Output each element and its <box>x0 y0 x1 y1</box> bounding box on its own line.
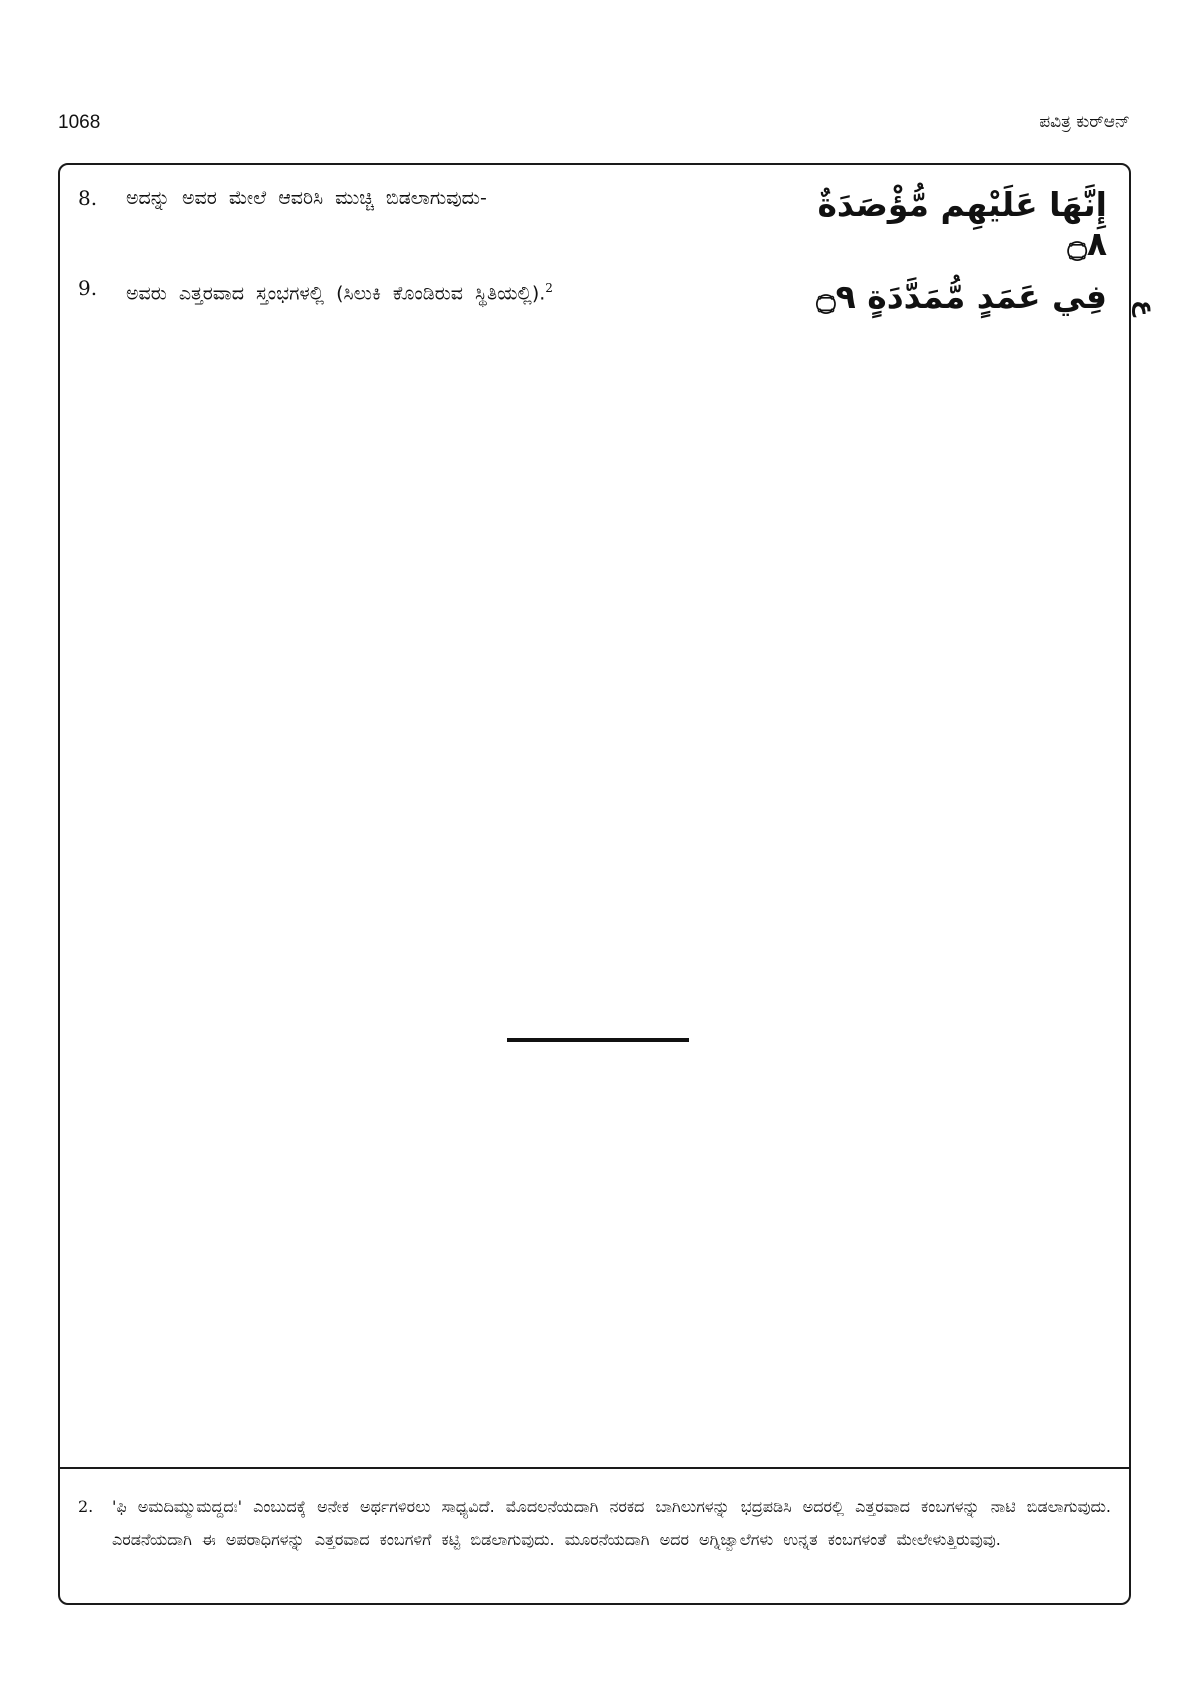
content-frame <box>58 163 1131 1605</box>
footnote-divider <box>60 1467 1129 1469</box>
verse-translation <box>126 270 758 311</box>
footnote-text: 'ಫಿ ಅಮದಿಮ್ಮುಮದ್ದದಃ' ಎಂಬುದಕ್ಕೆ ಅನೇಕ ಅರ್ಥಗಳಿರಲು ಸಾಧ್ಯವಿದೆ. ಮೊದಲನೆಯದಾಗಿ ನರಕದ ಬಾಗಿಲುಗಳನ್ನು ಭದ್ರಪಡಿಸಿ ಅದರಲ್ಲಿ ಎತ್ತರವಾದ ಕಂಬಗಳನ್ನು ನಾಟಿ ಬಿಡಲಾಗುವುದು. ಎರಡನೆಯದಾಗಿ ಈ ಅಪರಾಧಿಗಳನ್ನು ಎತ್ತರವಾದ ಕಂಬಗಳಿಗೆ ಕಟ್ಟಿ ಬಿಡಲಾಗುವುದು. ಮೂರನೆಯದಾಗಿ ಅದರ ಅಗ್ನಿಜ್ವಾಲೆಗಳು ಉನ್ನತ ಕಂಬಗಳಂತೆ ಮೇಲೇಳುತ್ತಿರುವುವು. <box>112 1497 1111 1549</box>
page-number: 1068 <box>58 112 101 133</box>
footnote <box>78 1490 1111 1556</box>
running-title: ಪವಿತ್ರ ಕುರ್‌ಆನ್ <box>1039 112 1130 132</box>
footnote-ref: 2 <box>545 281 553 295</box>
verse-8 <box>78 180 758 216</box>
ruku-marker: ع <box>1132 300 1160 317</box>
footnote-number: 2. <box>78 1497 94 1516</box>
arabic-verse-8: إِنَّهَا عَلَيْهِم مُّؤْصَدَةٌ ۝٨ <box>817 185 1107 263</box>
arabic-verse-9: فِي عَمَدٍ مُّمَدَّدَةٍ ۝٩ <box>816 277 1107 316</box>
verse-number: 8. <box>78 186 98 210</box>
verse-number: 9. <box>78 276 98 300</box>
verse-translation: ಅದನ್ನು ಅವರ ಮೇಲೆ ಆವರಿಸಿ ಮುಚ್ಚಿ ಬಿಡಲಾಗುವುದು- <box>126 187 487 209</box>
verse-9 <box>78 270 758 311</box>
verse-translation-text: ಅವರು ಎತ್ತರವಾದ ಸ್ತಂಭಗಳಲ್ಲಿ (ಸಿಲುಕಿ ಕೊಂಡಿರುವ ಸ್ಥಿತಿಯಲ್ಲಿ). <box>126 282 546 305</box>
section-separator <box>507 1038 689 1042</box>
